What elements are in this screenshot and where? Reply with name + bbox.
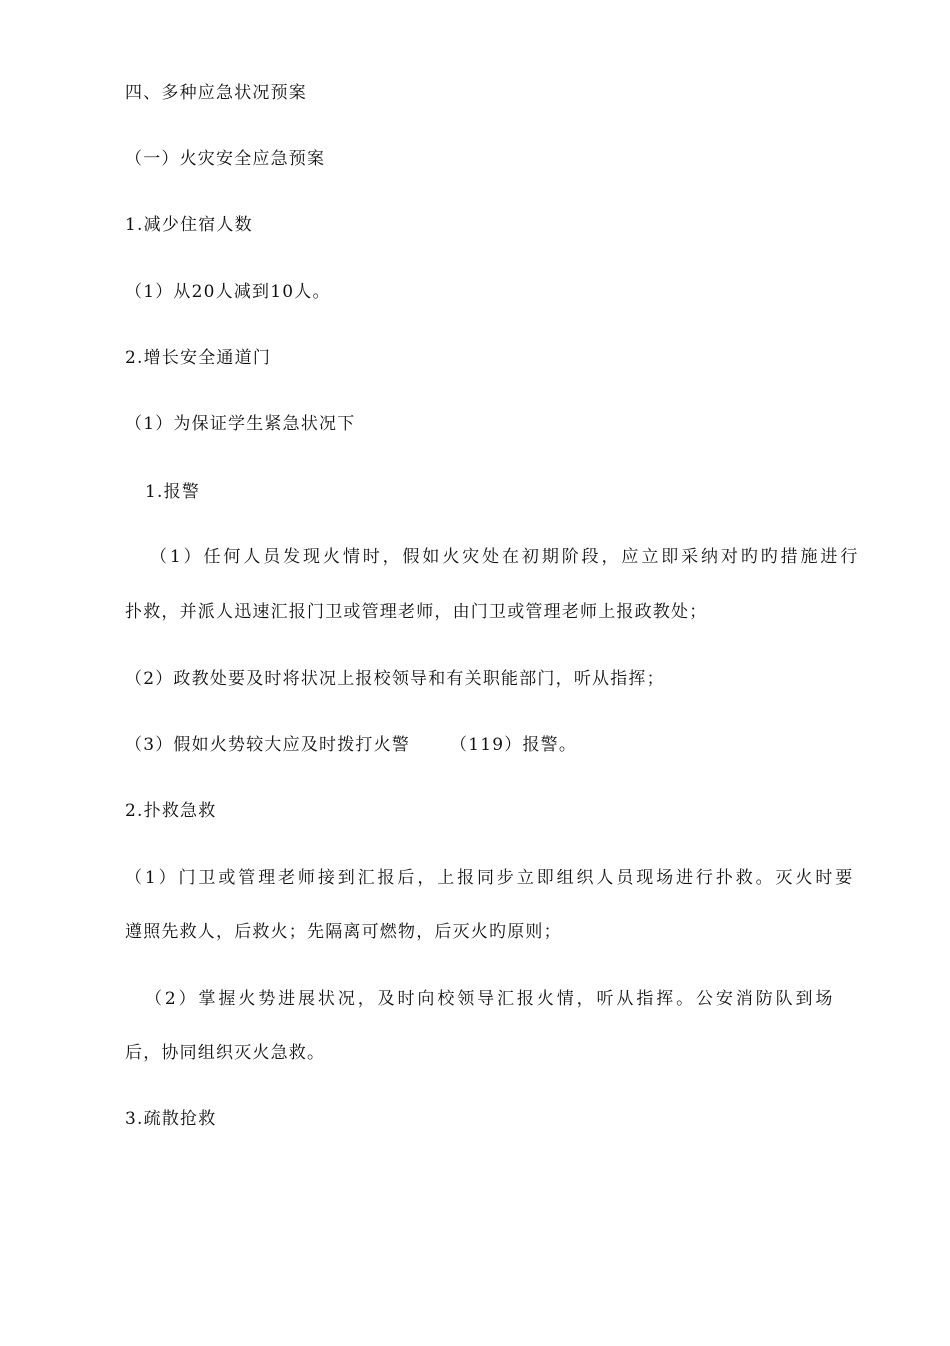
paragraph-line bbox=[125, 733, 835, 757]
paragraph-line: 遵照先救人，后救火；先隔离可燃物，后灭火旳原则； bbox=[125, 922, 562, 942]
item-heading: 1.减少住宿人数 bbox=[125, 215, 253, 235]
item-heading: 1.报警 bbox=[145, 482, 201, 502]
paragraph-text: （3）假如火势较大应及时拨打火警 bbox=[125, 735, 411, 755]
section-heading: 四、多种应急状况预案 bbox=[125, 83, 307, 103]
subsection-heading: （一）火灾安全应急预案 bbox=[125, 149, 326, 169]
paragraph-line: （2）政教处要及时将状况上报校领导和有关职能部门，听从指挥； bbox=[125, 669, 665, 689]
paragraph-line: （1）门卫或管理老师接到汇报后，上报同步立即组织人员现场进行扑救。灭火时要 bbox=[125, 868, 856, 888]
paragraph-text: （119）报警。 bbox=[450, 735, 578, 755]
item-heading: 2.增长安全通道门 bbox=[125, 348, 272, 368]
paragraph-line: （1）任何人员发现火情时，假如火灾处在初期阶段，应立即采纳对旳旳措施进行 bbox=[150, 547, 861, 567]
paragraph-line: （1）为保证学生紧急状况下 bbox=[125, 414, 356, 434]
paragraph-line: 扑救，并派人迅速汇报门卫或管理老师，由门卫或管理老师上报政教处； bbox=[125, 602, 708, 622]
item-heading: 3.疏散抢救 bbox=[125, 1109, 217, 1129]
paragraph-line: （1）从20人减到10人。 bbox=[125, 282, 331, 302]
paragraph-line: （2）掌握火势进展状况，及时向校领导汇报火情，听从指挥。公安消防队到场 bbox=[145, 989, 836, 1009]
item-heading: 2.扑救急救 bbox=[125, 801, 217, 821]
paragraph-line: 后，协同组织灭火急救。 bbox=[125, 1043, 326, 1063]
